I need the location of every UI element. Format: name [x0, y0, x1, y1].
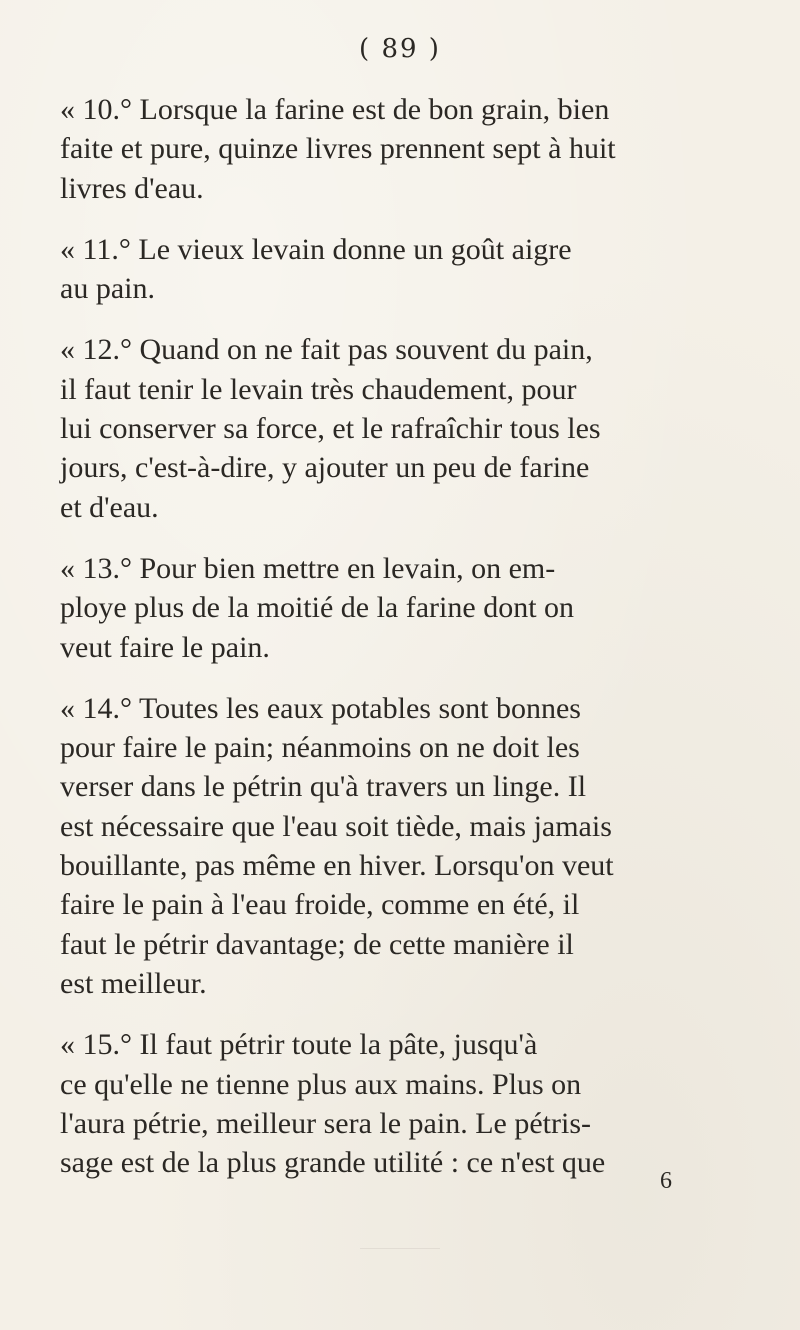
text-line: « 12.° Quand on ne fait pas souvent du pain,: [60, 333, 593, 367]
page-number-header: ( 89 ): [359, 34, 441, 64]
text-line: et d'eau.: [60, 490, 159, 524]
text-line: « 10.° Lorsque la farine est de bon grain, bien: [60, 93, 610, 126]
text-line: bouillante, pas même en hiver. Lorsqu'on veut: [60, 849, 614, 883]
text-line: ploye plus de la moitié de la farine dont on: [60, 591, 575, 625]
text-line: faut le pétrir davantage; de cette manière il: [60, 927, 574, 961]
paragraph-10: [60, 90, 740, 208]
text-line: « 14.° Toutes les eaux potables sont bonnes: [60, 691, 581, 725]
text-line: pour faire le pain; néanmoins on ne doit les: [60, 731, 580, 765]
text-line: faire le pain à l'eau froide, comme en été, il: [60, 888, 580, 922]
text-line: il faut tenir le levain très chaudement, pour: [60, 372, 577, 406]
paragraph-15: [60, 1025, 740, 1182]
text-line: est meilleur.: [60, 966, 207, 1000]
text-line: livres d'eau.: [60, 171, 204, 205]
text-line: « 11.° Le vieux levain donne un goût aigre: [60, 232, 572, 266]
text-line: « 15.° Il faut pétrir toute la pâte, jusqu'à: [60, 1028, 538, 1062]
paragraph-11: [60, 230, 740, 309]
paragraph-13: [60, 549, 740, 667]
divider: [360, 1248, 440, 1249]
text-line: sage est de la plus grande utilité : ce n'est que: [60, 1146, 606, 1180]
text-line: veut faire le pain.: [60, 630, 270, 664]
paragraph-12: [60, 330, 740, 526]
text-line: l'aura pétrie, meilleur sera le pain. Le pétris-: [60, 1106, 591, 1140]
body-text: [60, 90, 740, 1204]
text-line: faite et pure, quinze livres prennent sept à huit: [60, 132, 616, 166]
paragraph-14: [60, 689, 740, 1003]
text-line: au pain.: [60, 272, 155, 306]
text-line: « 13.° Pour bien mettre en levain, on em-: [60, 551, 556, 585]
text-line: ce qu'elle ne tienne plus aux mains. Plus on: [60, 1067, 582, 1101]
catchword: 6: [660, 1168, 672, 1194]
text-line: lui conserver sa force, et le rafraîchir tous les: [60, 412, 601, 446]
text-line: jours, c'est-à-dire, y ajouter un peu de farine: [60, 451, 590, 485]
text-line: est nécessaire que l'eau soit tiède, mais jamais: [60, 809, 612, 843]
text-line: verser dans le pétrin qu'à travers un linge. Il: [60, 770, 587, 804]
